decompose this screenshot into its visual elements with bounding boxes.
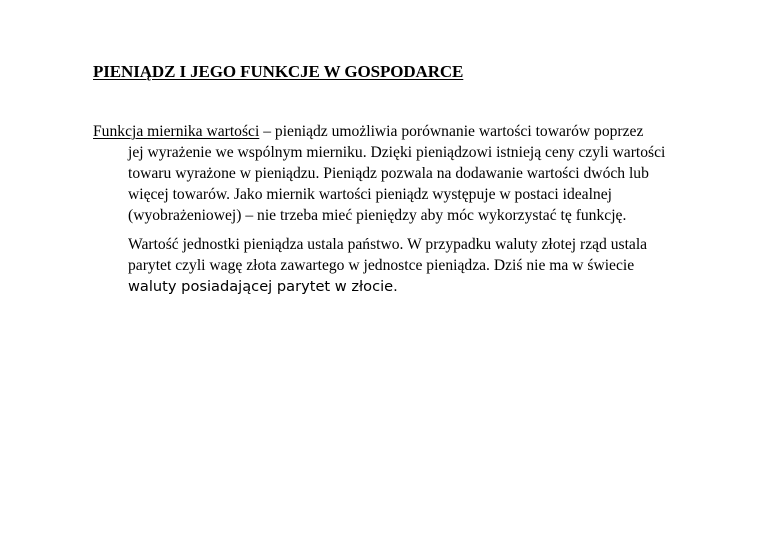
paragraph-line: Wartość jednostki pieniądza ustala państwo. W przypadku waluty złotej rząd ustala bbox=[128, 236, 648, 253]
paragraph-currency-parity bbox=[128, 234, 748, 297]
paragraph-line: towaru wyrażone w pieniądzu. Pieniądz pozwala na dodawanie wartości dwóch lub bbox=[128, 165, 649, 182]
paragraph-measure-of-value bbox=[93, 121, 713, 226]
paragraph-line: parytet czyli wagę złota zawartego w jednostce pieniądza. Dziś nie ma w świecie bbox=[128, 257, 635, 274]
paragraph-line: waluty posiadającej parytet w złocie. bbox=[128, 278, 398, 295]
paragraph-line: (wyobrażeniowej) – nie trzeba mieć pieniędzy aby móc wykorzystać tę funkcję. bbox=[128, 207, 627, 224]
paragraph-line bbox=[93, 121, 713, 142]
term-measure-of-value: Funkcja miernika wartości bbox=[93, 123, 260, 140]
paragraph-text: – pieniądz umożliwia porównanie wartości towarów poprzez bbox=[259, 123, 644, 140]
document-title: PIENIĄDZ I JEGO FUNKCJE W GOSPODARCE bbox=[93, 62, 464, 81]
paragraph-line: jej wyrażenie we wspólnym mierniku. Dzięki pieniądzowi istnieją ceny czyli wartości bbox=[128, 144, 666, 161]
paragraph-line: więcej towarów. Jako miernik wartości pieniądz występuje w postaci idealnej bbox=[128, 186, 612, 203]
